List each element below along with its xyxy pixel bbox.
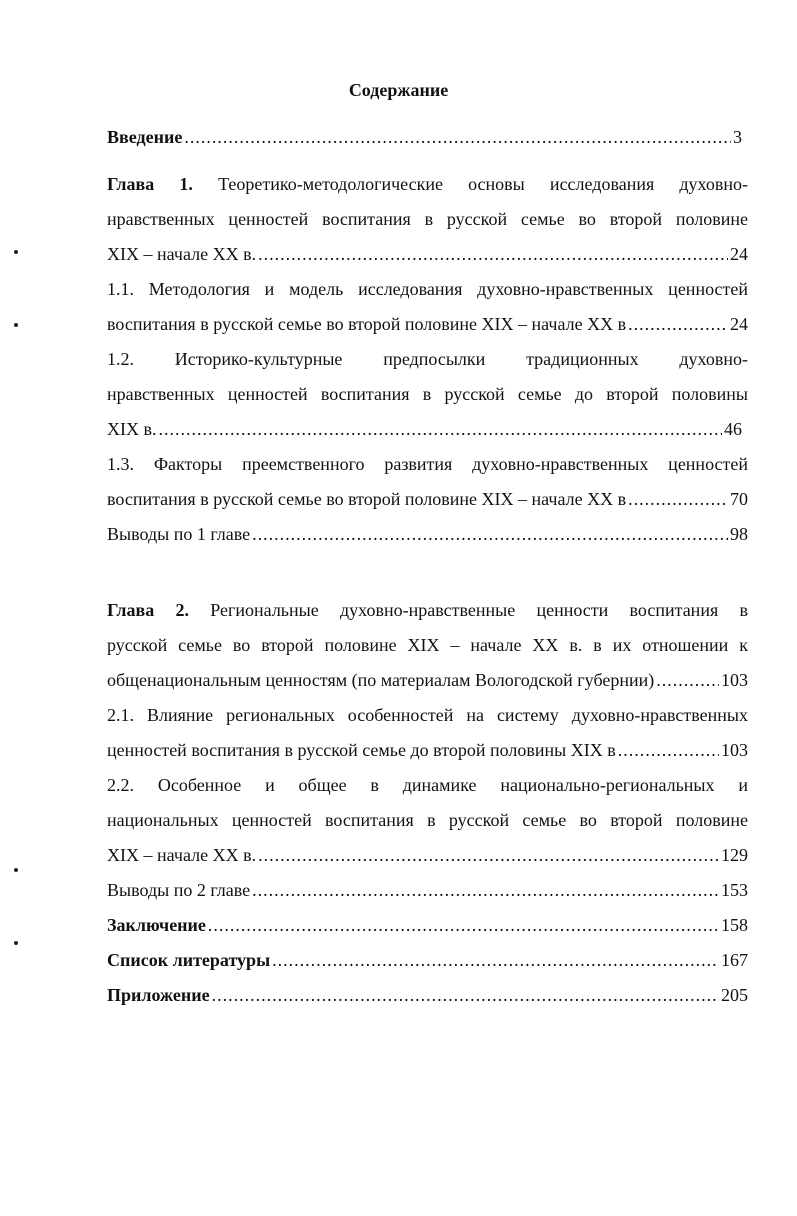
references-label: Список литературы [107,950,271,970]
section-2-2-line2: национальных ценностей воспитания в русской семье во второй половине [107,810,748,830]
leader-dots [258,838,719,873]
conclusion-label: Заключение [107,915,206,935]
section-2-1-line1: 2.1. Влияние региональных особенностей на систему духовно-нравственных [107,705,748,725]
leader-dots [628,307,728,342]
toc-entry-intro [107,120,748,155]
chapter2-line1: Глава 2. Региональные духовно-нравственные ценности воспитания в [107,600,748,620]
chapter2-label: Глава 2. [107,600,189,620]
chapter1-line1: Глава 1. Теоретико-методологические основы исследования духовно- [107,174,748,194]
section-1-2-page: 46 [724,419,742,439]
chapter2-conclusions-label: Выводы по 2 главе [107,880,251,900]
leader-dots [252,873,719,908]
leader-dots [656,663,719,698]
section-2-1-page: 103 [721,740,748,760]
chapter1-page: 24 [730,244,748,264]
section-2-1-line2: ценностей воспитания в русской семье до второй половины XIX в [107,740,616,760]
scan-speck [14,323,18,327]
chapter2-page: 103 [721,670,748,690]
section-2-2-line3: XIX – начале XX в. [107,845,257,865]
leader-dots [208,908,719,943]
section-1-2-line1: 1.2. Историко-культурные предпосылки традиционных духовно- [107,349,748,369]
chapter1-line3: XIX – начале XX в. [107,244,257,264]
references-page: 167 [721,950,748,970]
toc-heading: Содержание [348,80,449,100]
leader-dots [628,482,728,517]
section-1-1-line2: воспитания в русской семье во второй половине XIX – начале XX в [107,314,627,334]
chapter2-line2: русской семье во второй половине XIX – начале XX в. в их отношении к [107,635,748,655]
scan-speck [14,941,18,945]
intro-label: Введение [107,127,183,147]
section-2-2-line1: 2.2. Особенное и общее в динамике национально-региональных и [107,775,748,795]
chapter1-label: Глава 1. [107,174,193,194]
leader-dots [212,978,719,1013]
scan-speck [14,250,18,254]
leader-dots [159,412,723,447]
chapter2-line3: общенациональным ценностям (по материалам Вологодской губернии) [107,670,655,690]
chapter2-conclusions-page: 153 [721,880,748,900]
chapter1-conclusions-label: Выводы по 1 главе [107,524,251,544]
leader-dots [258,237,728,272]
scan-speck [14,868,18,872]
section-1-2-line2: нравственных ценностей воспитания в русской семье до второй половины [107,384,748,404]
section-1-3-page: 70 [730,489,748,509]
toc-entry-chapter2 [107,593,748,1013]
section-2-2-page: 129 [721,845,748,865]
leader-dots [272,943,719,978]
section-1-3-line2: воспитания в русской семье во второй половине XIX – начале XX в [107,489,627,509]
chapter1-conclusions-page: 98 [730,524,748,544]
leader-dots [184,120,731,155]
intro-page: 3 [733,127,742,147]
conclusion-page: 158 [721,915,748,935]
section-1-1-line1: 1.1. Методология и модель исследования духовно-нравственных ценностей [107,279,748,299]
leader-dots [618,733,719,768]
section-1-2-line3: XIX в. [107,419,157,439]
toc-entry-chapter1 [107,167,748,552]
leader-dots [252,517,728,552]
section-1-3-line1: 1.3. Факторы преемственного развития духовно-нравственных ценностей [107,454,748,474]
section-1-1-page: 24 [730,314,748,334]
appendix-label: Приложение [107,985,210,1005]
chapter1-line2: нравственных ценностей воспитания в русской семье во второй половине [107,209,748,229]
appendix-page: 205 [721,985,748,1005]
